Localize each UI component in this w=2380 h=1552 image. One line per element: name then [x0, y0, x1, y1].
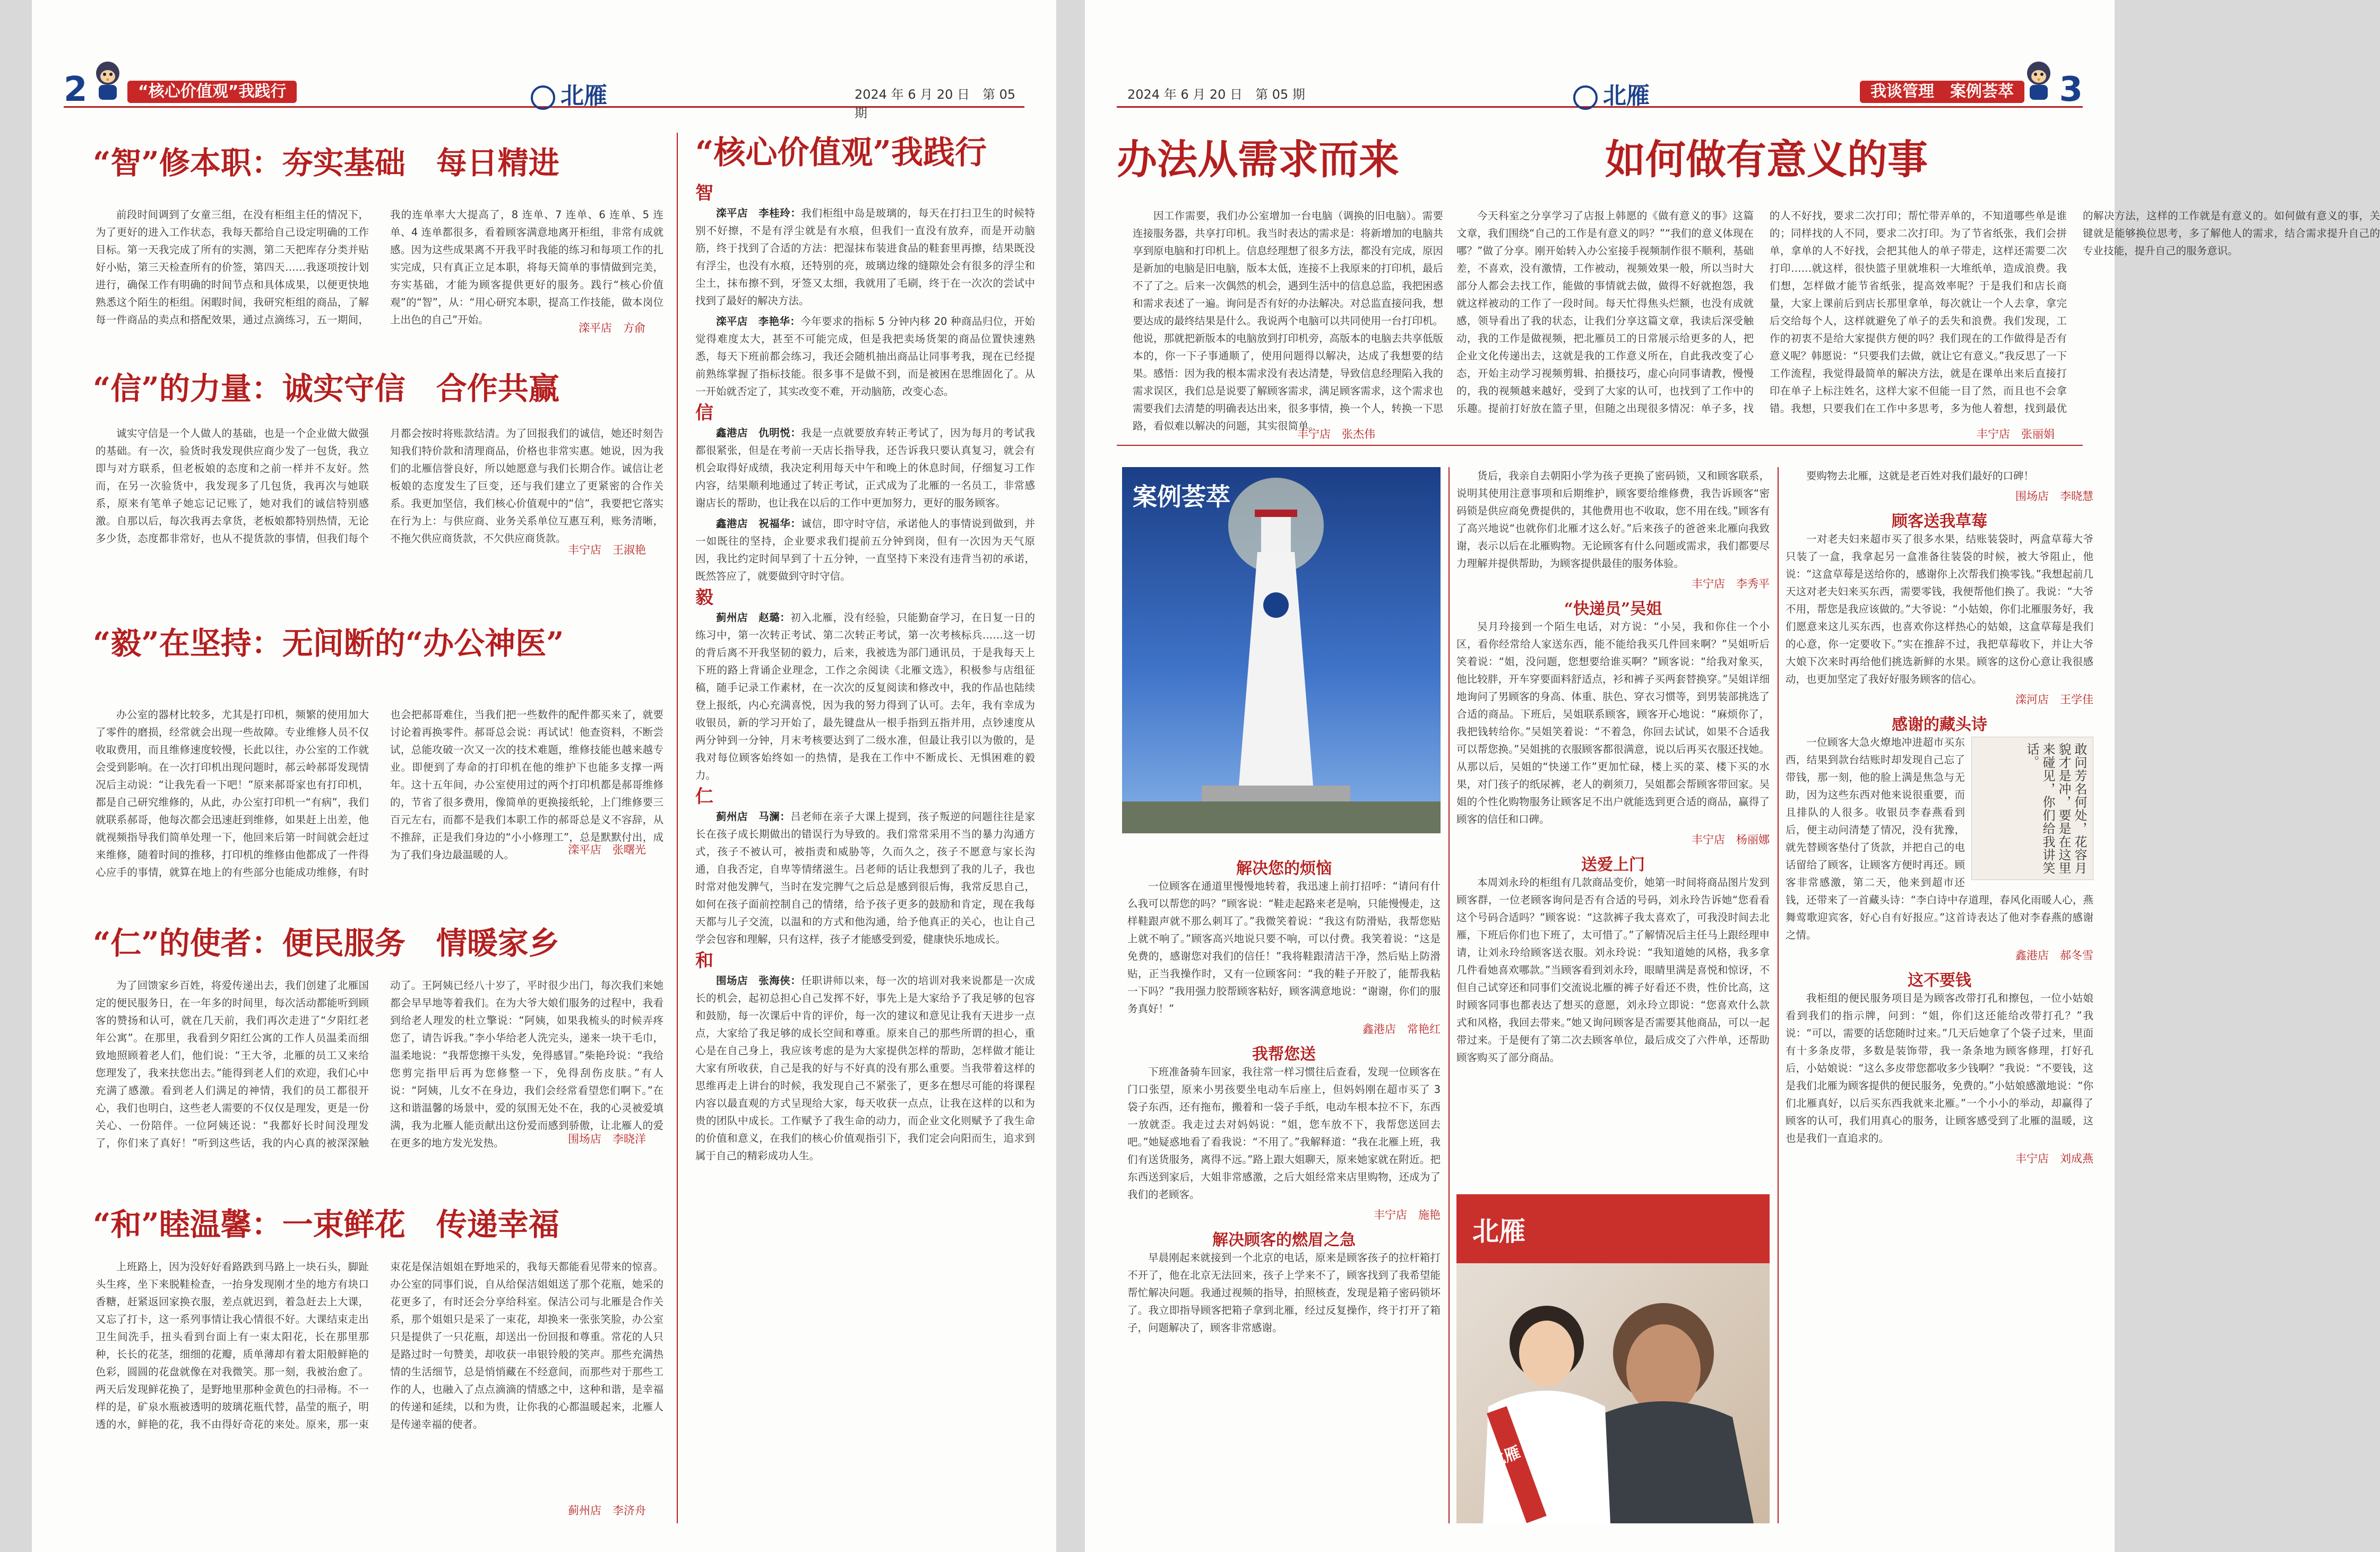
- feature-title: “核心价值观”我践行: [695, 134, 987, 171]
- newspaper-logo: [1573, 76, 1650, 110]
- article-title-ren: “仁”的使者：便民服务 情暖家乡: [93, 925, 559, 961]
- story-title: 顾客送我草莓: [1892, 512, 1987, 531]
- feature-section-xin: 信: [695, 402, 713, 424]
- story-body: 要购物去北雁，这就是老百姓对我们最好的口碑！: [1806, 470, 2034, 482]
- photo-banner-text: 北雁: [1472, 1215, 1525, 1247]
- story-byline: 丰宁店 杨丽娜: [1692, 833, 1770, 846]
- story-body: 早晨刚起来就接到一个北京的电话，原来是顾客孩子的拉杆箱打不开了，他在北京无法回来，孩子上学来不了，顾客找到了我希望能帮忙解决问题。我通过视频的指导，拍照核查，发现是箱子密码锁坏了。我立即指导顾客把箱子拿到北雁，经过反复操作，终于打开了箱子，问题解决了，顾客非常感谢。: [1127, 1252, 1441, 1334]
- page-number: 2: [64, 70, 88, 109]
- feature-body: [695, 180, 1035, 1518]
- column-divider: [1778, 467, 1779, 1523]
- article-byline-meaning: 丰宁店 张丽娟: [1977, 428, 2055, 441]
- story-column-2: [1456, 467, 1770, 1178]
- story-title: 解决您的烦恼: [1236, 859, 1332, 878]
- feature-item: 鑫港店 祝福华：诚信，即守时守信，承诺他人的事情说到做到，并一如既往的坚持，企业要求我们提前五分钟到岗，但有一次因为天气原因，我比约定时间早到了十五分钟，一直坚持下来没有违背当初的承诺，既然答应了，就要做到守时守信。: [695, 518, 1035, 582]
- section-ribbon: 我谈管理 案例荟萃: [1860, 81, 2024, 103]
- article-byline-zhi: 滦平店 方俞: [579, 322, 645, 334]
- story-byline: 丰宁店 刘成燕: [2015, 1152, 2093, 1165]
- story-body: 我柜组的便民服务项目是为顾客改带打孔和擦包，一位小姑娘看到我们的指示牌，问到：“姐，你们这还能给改带打孔？”我说：“可以，需要的话您随时过来。”几天后她拿了个袋子过来，里面有十多条皮带，多数是装饰带，我一条条地为顾客修理，打好孔后，小姑娘说：“这么多皮带您都收多少钱啊？”我说：“不要钱，这是我们北雁为顾客提供的便民服务，免费的。”小姑娘感激地说：“你们北雁真好，以后买东西我就来北雁。”一个小小的举动，却赢得了顾客的认可，我们用真心的服务，让顾客感受到了北雁的温暖，这也是我们一直追求的。: [1786, 992, 2093, 1144]
- story-body: 一位顾客在通道里慢慢地转着，我迅速上前打招呼：“请问有什么我可以帮您的吗？”顾客说：“鞋走起路来老是响，只能慢慢走，这样鞋跟声就不那么刺耳了。”我微笑着说：“我这有防滑贴，我帮您贴上就不响了。”顾客高兴地说只要不响，可以付费。我笑着说：“这是免费的，感谢您对我们的信任！”我将鞋跟清洁干净，然后贴上防滑贴，正当我操作时，又有一位顾客问：“我的鞋子开胶了，能帮我粘一下吗？”我用强力胶帮顾客粘好，顾客满意地说：“谢谢，你们的服务真好！”: [1127, 880, 1441, 1015]
- article-byline-yi: 滦平店 张曙光: [568, 843, 646, 856]
- mascot-icon: [90, 58, 125, 103]
- article-title-xin: “信”的力量：诚实守信 合作共赢: [93, 370, 559, 407]
- story-byline: 鑫港店 郝冬雪: [2015, 949, 2093, 962]
- story-title: 感谢的藏头诗: [1892, 715, 1987, 734]
- article-body-need: 因工作需要，我们办公室增加一台电脑（调换的旧电脑）。需要连接服务器，共享打印机。我当时表达的需求是：将新增加的电脑共享到原电脑和打印机上。信息经理想了很多方法，都没有完成，原因是新加的电脑是旧电脑，版本太低，连接不上我原来的打印机，最后不了了之。后来一次偶然的机会，遇到生活中的信息总监，我把困惑和需求表述了一遍。询问是否有好的办法解决。对总监直接问我，想要达成的最终结果是什么。我说两个电脑可以共同使用一台打印机。他说，那就把新版本的电脑放到打印机旁，高版本的电脑去共享低版本的，你一下子事通顺了，使用问题得以解决，达成了我想要的结果。感悟：因为我的根本需求没有表达清楚，导致信息经理陷入我的需求误区，我们总是说要了解顾客需求，满足顾客需求，这个需求也需要我们去清楚的明确表达出来，很多事情，换一个人，转换一下思路，看似难以解决的问题，其实很简单。: [1133, 210, 1444, 432]
- feature-item: 蓟州店 赵璐：初入北雁，没有经验，只能勤奋学习，在日复一日的练习中，第一次转正考试、第二次转正考试，第一次考核标兵……这一切的背后离不开我坚韧的毅力，后来，我被选为部门通讯员，于是我每天上下班的路上背诵企业理念，工作之余阅读《北雁文选》，积极参与店组征稿，随手记录工作素材，在一次次的反复阅读和修改中，我的作品也陆续登上报纸，内心充满喜悦，因为我的努力得到了认可。去年，我有幸成为收银员，新的学习开始了，最先键盘从一根手指到五指并用，点钞速度从两分钟到一分钟，月末考核要达到了二级水准，但最让我引以为傲的，是我对每位顾客始终如一的热情，是我在工作中不断成长、无惧困难的毅力。: [695, 611, 1035, 781]
- newspaper-logo: [531, 76, 607, 110]
- story-title: 我帮您送: [1252, 1045, 1316, 1064]
- article-body-ren: 为了回馈家乡百姓，将爱传递出去，我们创建了北雁国定的便民服务日，在一年多的时间里，每次活动都能听到顾客的赞扬和认可，就在几天前，我们再次走进了“夕阳红老年公寓”。在那里，我看到夕阳红公寓的工作人员温柔而细致地照顾着老人们，他们说：“王大爷，北雁的员工又来给您理发了，我来扶您出去。”能得到老人们的欢迎，我们心中充满了感激。看到老人们满足的神情，我们的员工都很开心，我们也明白，这些老人需要的不仅仅是理发，更是一份关心、一份陪伴。一位阿姨还说：“我都好长时间没理发了，你们来了真好！”听到这些话，我的内心真的被深深触动了。王阿姨已经八十岁了，平时很少出门，每次我们来她都会早早地等着我们。在为大爷大娘们服务的过程中，我看到给老人理发的杜立擎说：“阿姨，如果我梳头的时候弄疼您了，请告诉我。”李小华给老人洗完头，递来一块干毛巾，温柔地说：“我帮您擦干头发，免得感冒。”柴艳玲说：“我给您剪完指甲后再为您修整一下，免得刮伤皮肤。”有人说：“阿姨，儿女不在身边，我们会经常看望您们啊下。”在这和谐温馨的场景中，爱的氛围无处不在，我的心灵被爱填满，我为北雁人能贡献出这份爱而感到骄傲，让北雁人的爱在更多的地方发光发热。: [96, 979, 663, 1149]
- story-title: 这不要钱: [1908, 971, 1971, 990]
- story-title: 解决顾客的燃眉之急: [1212, 1231, 1356, 1249]
- feature-item: 滦平店 李艳华：今年要求的指标 5 分钟内移 20 种商品归位，开始觉得难度太大，甚至不可能完成，但是我把卖场货架的商品位置快速熟悉，每天下班前都会练习，我还会随机抽出商品让同事考我，现在已经提前熟练掌握了指标技能。很多事不是做不到，而是被困在思维固化了。从一开始就否定了，其实改变不难，开动脑筋，改变心态。: [695, 315, 1035, 398]
- sash-text: 北雁: [1487, 1443, 1523, 1471]
- story-body: 下班准备骑车回家，我往常一样习惯往后查看，发现一位顾客在门口张望，原来小男孩要坐电动车后座上，但妈妈刚在超市买了 3 袋子东西，还有拖布，搬着和一袋子手纸，电动车根本拉不下，东西一放就歪。我走过去对妈妈说：“姐，您车放不下，我帮您送回去吧。”她疑惑地看了看我说：“不用了。”我解释道：“我在北雁上班，我们有送货服务，离得不远。”路上跟大姐聊天，原来她家就在附近。把东西送到家后，大姐非常感激，之后大姐经常来店里购物，还成为了我们的老顾客。: [1127, 1066, 1441, 1201]
- page-2: [32, 0, 1056, 1552]
- issue-date: 2024 年 6 月 20 日 第 05 期: [855, 87, 1016, 120]
- story-title: “快递员”吴姐: [1564, 600, 1662, 618]
- story-body: 一对老夫妇来超市买了很多水果，结账装袋时，两盒草莓大爷只装了一盒，我拿起另一盒准备往装袋的时候，被大爷阻止，他说：“这盒草莓是送给你的，感谢你上次帮我们换零钱。”我想起前几天这对老夫妇来买东西，需要零钱，我便帮他们换了。我说：“大爷不用，帮您是我应该做的。”大爷说：“小姑娘，你们北雁服务好，我们愿意来这儿买东西，也喜欢你这样热心的姑娘，这盒草莓是我们的心意，你一定要收下。”实在推辞不过，我把草莓收下，并让大爷大娘下次来时再给他们挑选新鲜的水果。顾客的这份心意让我很感动，也更加坚定了我好好服务顾客的信心。: [1786, 533, 2093, 685]
- logo-emblem-icon: [531, 85, 555, 110]
- story-byline: 鑫港店 常艳红: [1363, 1023, 1441, 1036]
- feature-section-yi: 毅: [695, 587, 713, 608]
- page-number: 3: [2059, 70, 2083, 109]
- section-divider: [1117, 445, 2083, 446]
- feature-section-he: 和: [695, 950, 713, 971]
- story-body: 吴月玲接到一个陌生电话，对方说：“小吴，我和你住一个小区，看你经常给人家送东西，能不能给我买几件回来啊？”吴姐听后笑着说：“姐，没问题，您想要给谁买啊？”顾客说：“给我对象买，他比较胖，开车穿要面料舒适点，衫和裤子买两套替换穿。”吴姐详细地询问了男顾客的身高、体重、肤色、穿衣习惯等，到男装部挑选了合适的商品。下班后，吴姐联系顾客，顾客开心地说：“麻烦你了，我把钱转给你。”吴姐笑着说：“不着急，你回去试试，如果不合适我可以帮您换。”吴姐挑的衣服顾客都很满意，说以后再买衣服还找她。从那以后，吴姐的“快递工作”更加忙碌，楼上买的菜、楼下买的水果，对门孩子的纸尿裤，老人的剃须刀，吴姐都会帮顾客带回家。吴姐的个性化购物服务让顾客足不出户就能选到更合适的商品，赢得了顾客的信任和口碑。: [1456, 620, 1770, 825]
- lighthouse-photo: [1122, 467, 1441, 833]
- article-body-he: 上班路上，因为没好好看路跌到马路上一块石头，脚趾头生疼，坐下来脱鞋检查，一抬身发现刚才坐的地方有块口香糖，赶紧返回家换衣服，差点就迟到，着急赶去上大课，又忘了打卡，这一系列事情让我心情很不好。大课结束走出卫生间洗手，扭头看到台面上有一束太阳花，长在那里那种，长长的花茎，细细的花瓣，质单薄却有着太阳般鲜艳的色彩，圆圆的花盘就像在对我微笑。那一刻，我被治愈了。两天后发现鲜花换了，是野地里那种金黄色的扫帚梅。不一样的是，矿泉水瓶被透明的玻璃花瓶代替，晶莹的瓶子，明透的水，鲜艳的花，我不由得好奇花的来处。原来，那一束束花是保洁姐姐在野地采的，我每天都能看见带来的惊喜。办公室的同事们说，自从给保洁姐姐送了那个花瓶，她采的花更多了，有时还会分享给科室。保洁公司与北雁是合作关系，那个姐姐只是采了一束花，却换来一张张笑脸，办公室只是提供了一只花瓶，却送出一份回报和尊重。常花的人只是路过时一句赞美，却收获一串银铃般的笑声。那些充满热情的生活细节，总是悄悄藏在不经意间，而那些对于那些工作的人，也融入了点点滴滴的情感之中，这种和谐，是幸福的传递和延续，以和为贵，让你我的心都温暖起来，北雁人是传递幸福的使者。: [96, 1261, 663, 1430]
- page-header: [1117, 70, 2083, 109]
- logo-text: 北雁: [1603, 82, 1650, 109]
- story-byline: 丰宁店 施艳: [1374, 1209, 1441, 1221]
- logo-text: 北雁: [560, 82, 607, 109]
- story-byline: 滦河店 王学佳: [2015, 693, 2093, 706]
- story-body: 一位顾客大急火燎地冲进超市买东西，结果到款台结账时却发现自己忘了带钱，那一刻，他的脸上满是焦急与无助，因为这些东西对他来说很重要，而且排队的人很多。收银员李春燕看到后，便主动问清楚了情况，没有犹豫，就先替顾客垫付了货款，并把自己的电话留给了顾客，让顾客方便时再还。顾客非常感激，第二天，他来到超市还钱，还带来了一首藏头诗：“李白诗中存道理，春风化雨暖人心，燕舞莺歌迎宾客，好心自有好报应。”这首诗表达了他对李春燕的感谢之情。: [1786, 736, 2093, 941]
- mascot-icon: [2021, 58, 2056, 103]
- issue-date: 2024 年 6 月 20 日 第 05 期: [1127, 87, 1305, 102]
- article-body-meaning: 今天科室之分享学习了店报上韩愿的《做有意义的事》这篇文章，我们围绕“自己的工作是有意义的吗？”“我们的意义体现在哪？”做了分享。刚开始转入办公室接手视频制作很不顺利，基础差，不喜欢，没有激情，工作被动，视频效果一般，所以当时大部分人都会去找工作，能做的事情就去做，做得不好就抱怨，我就这样被动的工作了一段时间。每天忙得焦头烂额，也没有成就感，领导看出了我的状态，让我们分享这篇文章，我读后深受触动，我的工作是做视频，把北雁员工的日常展示给更多的人，把企业文化传递出去，这就是我的工作意义所在，自此我改变了心态，开始主动学习视频剪辑、拍摄技巧，虚心向同事请教，慢慢的，我的视频越来越好，受到了大家的认可，也找到了工作中的乐趣。提前打好放在篮子里，但随之出现很多情况：单子多，找的人不好找，要求二次打印；帮忙带弄单的，不知道哪些单是谁的；同样找的人不同，要求二次打印。为了节省纸张，我们会拼单，拿单的人不好找，会把其他人的单子带走，这样还需要二次打印……就这样，很快篮子里就堆积一大堆纸单，造成浪费。我们想，怎样做才能节省纸张，提高效率呢？于是我们和店长商量，大家上课前后到店长那里拿单，每次就让一个人去拿，拿完后交给每个人，这样就避免了单子的丢失和浪费。我们发现，工作的初衷不是给大家提供方便的吗？我们现在的工作做得是否有意义呢？韩愿说：“只要我们去做，就让它有意义。”我反思了一下工作流程，我觉得最简单的解决方法，就是在课单出来后直接打印在单子上标注姓名，这样大家不但能一目了然，而且也不会拿错。我想，只要我们在工作中多思考，多为他人着想，找到最优的解决方法，这样的工作就是有意义的。如何做有意义的事，关键就是能够换位思考，多了解他人的需求，结合需求提升自己的专业技能，提升自己的服务意识。: [1456, 210, 2380, 415]
- column-divider: [677, 133, 678, 1523]
- story-column-1: [1127, 860, 1441, 1497]
- story-body: 货后，我亲自去朝阳小学为孩子更换了密码锁，又和顾客联系，说明其使用注意事项和后期维护，顾客要给维修费，我告诉顾客“密码锁是供应商免费提供的，其他费用也不收取，您不用在线。”顾客有了高兴地说“也就你们北雁才这么好。”后来孩子的爸爸来北雁向我致谢，表示以后在北雁购物。无论顾客有什么问题或需求，我们都要尽力理解并提供帮助，为顾客提供最佳的服务体验。: [1456, 470, 1770, 570]
- feature-section-zhi: 智: [695, 183, 713, 204]
- article-title-meaning: 如何做有意义的事: [1605, 136, 1928, 183]
- story-body: 本周刘永玲的柜组有几款商品变价，她第一时间将商品图片发到顾客群，一位老顾客询问是否有合适的号码，刘永玲告诉她“您看看这个号码合适吗？”顾客说：“这款裤子我太喜欢了，可我没时间去北雁，下班后你们也下班了，太可惜了。”了解情况后主任马上跟经理申请，让刘永玲给顾客送衣服。刘永玲说：“我知道她的风格，我多拿几件看她喜欢哪款。”当顾客看到刘永玲，眼睛里满是喜悦和惊讶，不但自己试穿还和同事们交流说北雁的裤子好看还不贵，性价比高，这时顾客同事也都表达了想买的意愿，刘永玲立即说：“您喜欢什么款式和风格，我回去带来。”她又询问顾客是否需要其他商品，可以一起带过来。于是便有了第二次去顾客单位，最后成交了六件单，还帮助顾客购买了部分商品。: [1456, 876, 1770, 1064]
- article-title-need: 办法从需求而来: [1117, 136, 1399, 183]
- lighthouse-icon: [1122, 467, 1441, 833]
- feature-item: 鑫港店 仇明悦：我是一点就要放弃转正考试了，因为每月的考试我都很紧张，但是在考前一天店长指导我，还告诉我只要认真复习，就会有机会取得好成绩，我决定利用每天中午和晚上的休息时间，仔细复习工作内容，结果顺利地通过了转正考试，正式成为了北雁的一名员工，非常感谢店长的帮助，也让我在以后的工作中更加努力，更好的服务顾客。: [695, 427, 1035, 509]
- article-body-zhi: 前段时间调到了女童三组，在没有柜组主任的情况下，为了更好的进入工作状态，我每天都给自己设定明确的工作目标。第一天我完成了所有的实测，第二天把库存分类并贴好小贴，第三天检查所有的价签，第四天……我逐项按计划进行，确保工作有明确的时间节点和具体成果，以便更快地熟悉这个陌生的柜组。闲暇时间，我研究柜组的商品，了解每一件商品的卖点和搭配效果，通过点滴练习，五一期间，我的连单率大大提高了，8 连单、7 连单、6 连单、5 连单、4 连单都很多，看着顾客满意地离开柜组，非常有成就感。因为这些成果离不开我平时我能的练习和每项工作的扎实完成，只有真正立足本职，将每天简单的事情做到完美，夯实基础，才能为顾客提供更好的服务。践行“核心价值观”的“智”，从：“用心研究本职，提高工作技能，做本岗位上出色的自己”开始。: [96, 209, 663, 326]
- logo-emblem-icon: [1573, 85, 1598, 110]
- haircut-photo: [1456, 1194, 1770, 1523]
- feature-item: 滦平店 李桂玲：我们柜组中岛是玻璃的，每天在打扫卫生的时候特别不好擦，不是有浮尘就是有水痕，但我们一直没有放弃，而是开动脑筋，终于找到了合适的方法：把湿抹布装进食品的鞋套里再擦，结果既没有浮尘，也没有水痕，还特别的亮，玻璃边缘的缝隙处会有很多的浮尘和尘土，抹布擦不到，牙签又太细，我就用了毛刷，终于在一次次的尝试中找到了最好的解决方法。: [695, 207, 1035, 307]
- article-body-xin: 诚实守信是一个人做人的基础，也是一个企业做大做强的基础。有一次，验货时我发现供应商少发了一包货，我立即与对方联系，但老板娘的态度和之前一样并不友好。然而，在另一次验货中，我发现多了几包货，我再次与她联系，原来有笔单子她忘记记账了，她对我们的诚信特别感激。自那以后，每次我再去拿货，老板娘都特别热情，无论多少货，态度都非常好，也从不提货款的事情，但我们每个月都会按时将账款结清。为了回报我们的诚信，她还时刻告知我们特价款和清理商品，价格也非常实惠。她说，因为我们的北雁信誉良好，所以她愿意与我们长期合作。诚信让老板娘的态度发生了巨变，还与我们建立了更紧密的合作关系。我更加坚信，我们核心价值观中的“信”，我要把它落实在行为上：与供应商、业务关系单位互惠互利，账务清晰，不拖欠供应商货款，不欠供应商货款。: [96, 427, 663, 545]
- article-byline-need: 丰宁店 张杰伟: [1297, 428, 1375, 441]
- article-byline-he: 蓟州店 李济舟: [568, 1504, 646, 1517]
- feature-item: 蓟州店 马澜：吕老师在亲子大课上提到，孩子叛逆的问题往往是家长在孩子成长期做出的错误行为导致的。我们常常采用不当的暴力沟通方式，孩子不被认可，被指责和威胁等，久而久之，孩子不愿意与家长沟通，自我否定，自卑等情绪滋生。吕老师的话让我想到了我的儿子，我也时常对他发脾气，当时在发完脾气之后总是感到很后悔，我常反思自己，如何在孩子面前控制自己的情绪，给予孩子更多的鼓励和肯定，现在我每天都与儿子交流，以温和的方式和他沟通，给予他真正的关心，也让自己学会包容和理解，只有这样，孩子才能感受到爱，健康快乐地成长。: [695, 811, 1035, 945]
- feature-section-ren: 仁: [695, 786, 713, 807]
- article-title-yi: “毅”在坚持：无间断的“办公神医”: [93, 625, 564, 661]
- story-title: 送爱上门: [1581, 856, 1645, 874]
- article-body-yi: 办公室的器材比较多，尤其是打印机，频繁的使用加大了零件的磨损，经常就会出现一些故障。专业维修人员不仅收取费用，而且维修速度较慢，长此以往，办公室的工作就会受到影响。在一次打印机出现问题时，郝云岭郝哥发现情况后主动说：“让我先看一下吧！”原来郝哥家也有打印机，都是自己研究维修的，从此，办公室打印机一“有病”，我们就联系郝哥，他每次都会迅速赶到维修，如果赶上出差，他就视频指导我们简单处理一下，他回来后第一时间就会赶过来维修，随着时间的推移，打印机的维修由他都成了一件得心应手的事情，就算在地上的有些部分也能成功维修，有时也会把郝哥难住，当我们把一些数件的配件都买来了，就要讨论着再换零件。郝哥总会说：再试试！他查资料，不断尝试，总能攻破一次又一次的技术难题，维修技能也越来越专业。即便到了寿命的打印机在他的维护下也能多支撑一两年。这十五年间，办公室使用过的两个打印机都是郝哥维修的，节省了很多费用，像简单的更换接纸轮，上门维修要三百元左右，而都不是我们本职工作的郝哥总是义不容辞，从不推辞，正是我们身边的“小小修理工”，总是默默付出，成为了我们身边最温暖的人。: [96, 709, 663, 878]
- page-header: [64, 70, 1024, 120]
- handwritten-poem-photo: 敢问芳名何处，花容月貌才是冲，要是在这里来碰见，你们给我讲笑话。: [1971, 737, 2093, 880]
- story-byline: 围场店 李晓慧: [2015, 490, 2093, 503]
- article-title-he: “和”睦温馨：一束鲜花 传递幸福: [93, 1206, 559, 1243]
- section-ribbon: “核心价值观”我践行: [127, 81, 297, 103]
- article-byline-xin: 丰宁店 王淑艳: [568, 544, 646, 556]
- story-byline: 丰宁店 李秀平: [1692, 577, 1770, 590]
- feature-item: 围场店 张海侠：任职讲师以来，每一次的培训对我来说都是一次成长的机会，起初总担心自己发挥不好，事先上是大家给予了我足够的包容和鼓励，每一次课后中肯的评价，每一次的建议和意见让我有天进步一点点，大家给了我足够的成长空间和尊重。原来自己的那些所谓的担心，重心是在自己身上，我应该考虑的是为大家提供怎样的帮助，怎样做才能让大家有所收获，自己是我的好与不好真的没有那么重要。当我带着这样的思维再走上讲台的时候，我发现自己不紧张了，更多在想尽可能的将课程内容以最直观的方式呈现给大家，每天收获一点点，让我在这样的以和为贵的团队中成长。工作赋予了我生命的动力，而企业文化则赋予了我生命的价值和意义，在我们的核心价值观指引下，我们定会向阳而生，追求到属于自己的精彩成功人生。: [695, 975, 1035, 1162]
- story-column-3: [1786, 467, 2093, 1523]
- page-3: [1085, 0, 2380, 1552]
- article-title-zhi: “智”修本职：夯实基础 每日精进: [93, 145, 559, 181]
- column-divider: [1448, 467, 1450, 1523]
- case-banner-title: 案例荟萃: [1133, 482, 1230, 511]
- article-byline-ren: 围场店 李晓洋: [568, 1133, 646, 1145]
